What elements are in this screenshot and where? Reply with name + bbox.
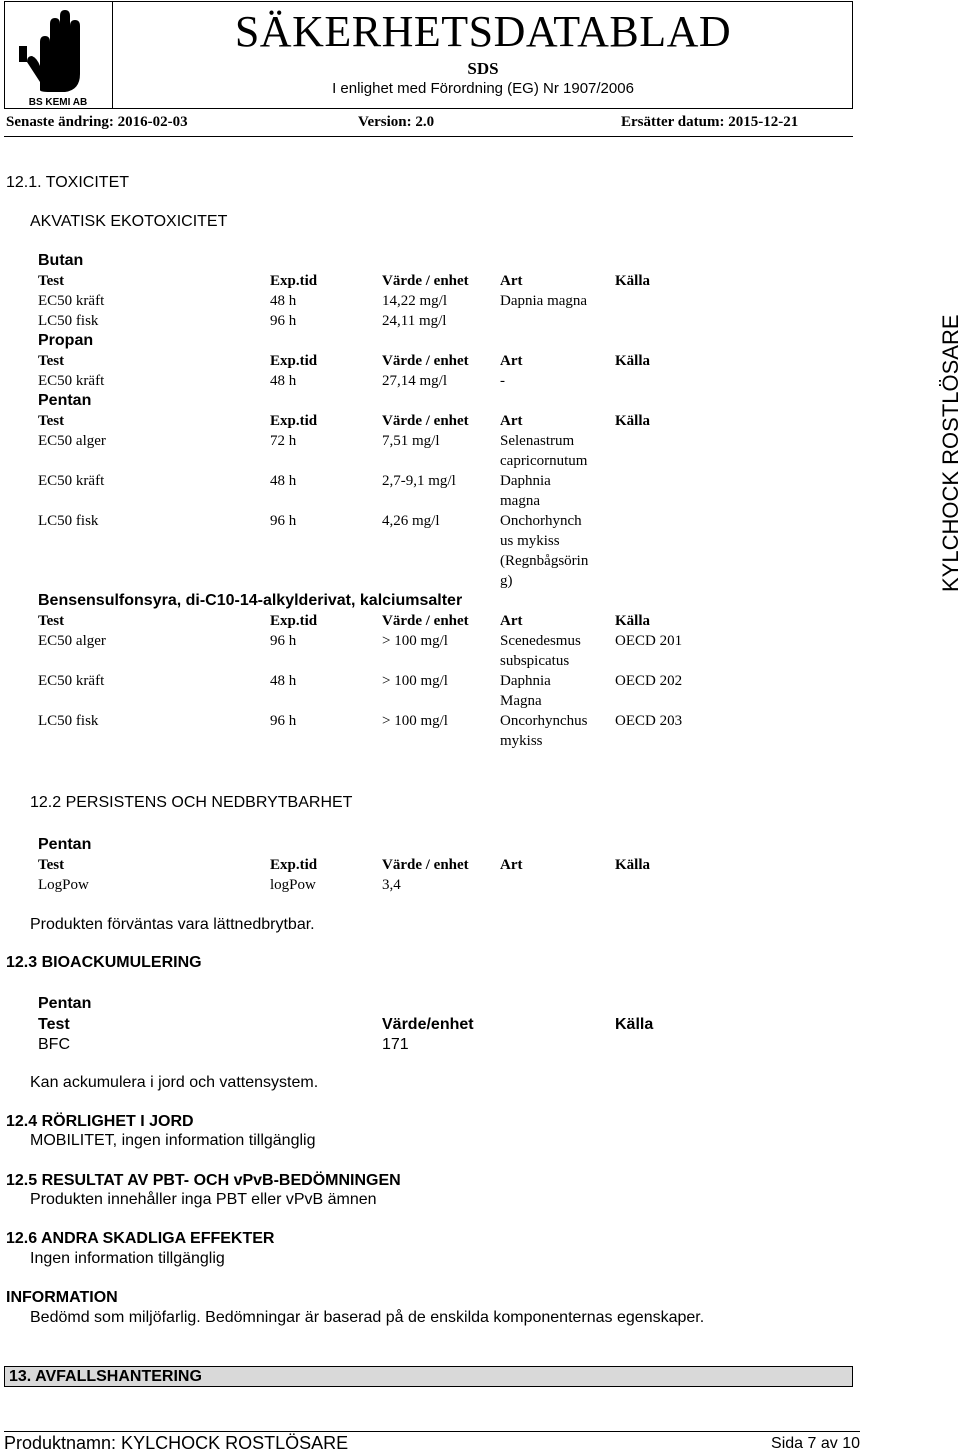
pbt-text: Produkten innehåller inga PBT eller vPvB ämnen — [30, 1191, 377, 1208]
mobility-text: MOBILITET, ingen information tillgänglig — [30, 1132, 316, 1149]
header-meta — [4, 112, 853, 137]
column-header-source: Källa — [615, 613, 651, 629]
cell-test: EC50 kräft — [38, 293, 105, 309]
cell-species: subspicatus — [500, 653, 570, 669]
persistence-col-art: Art — [500, 857, 523, 873]
cell-exptid: 48 h — [270, 373, 297, 389]
other-effects-text: Ingen information tillgänglig — [30, 1250, 225, 1267]
cell-value: > 100 mg/l — [382, 713, 448, 729]
substance-name: Pentan — [38, 392, 92, 409]
persistence-exptid: logPow — [270, 877, 316, 893]
cell-value: 7,51 mg/l — [382, 433, 440, 449]
cell-exptid: 48 h — [270, 673, 297, 689]
column-header-source: Källa — [615, 353, 651, 369]
cell-species: capricornutum — [500, 453, 588, 469]
logo-cell — [5, 2, 113, 108]
section-13-title: 13. AVFALLSHANTERING — [4, 1366, 853, 1387]
footer-divider — [4, 1431, 860, 1432]
persistence-col-test: Test — [38, 857, 65, 873]
information-title: INFORMATION — [6, 1289, 118, 1306]
column-header-species: Art — [500, 353, 523, 369]
section-12-2-title: 12.2 PERSISTENS OCH NEDBRYTBARHET — [30, 794, 353, 811]
cell-value: 2,7-9,1 mg/l — [382, 473, 456, 489]
column-header-species: Art — [500, 273, 523, 289]
column-header-species: Art — [500, 413, 523, 429]
cell-species: Onchorhynch — [500, 513, 582, 529]
bs-kemi-logo-icon — [5, 2, 111, 108]
persistence-test: LogPow — [38, 877, 89, 893]
column-header-exptid: Exp.tid — [270, 353, 318, 369]
cell-value: 27,14 mg/l — [382, 373, 448, 389]
last-changed: Senaste ändring: 2016-02-03 — [6, 114, 188, 130]
column-header-exptid: Exp.tid — [270, 413, 318, 429]
section-12-4-title: 12.4 RÖRLIGHET I JORD — [6, 1113, 194, 1130]
column-header-value: Värde / enhet — [382, 413, 469, 429]
cell-species: magna — [500, 493, 540, 509]
column-header-test: Test — [38, 613, 65, 629]
column-header-test: Test — [38, 353, 65, 369]
cell-species: Dapnia magna — [500, 293, 588, 309]
cell-exptid: 48 h — [270, 473, 297, 489]
column-header-species: Art — [500, 613, 523, 629]
cell-test: EC50 kräft — [38, 673, 105, 689]
cell-species: (Regnbågsörin — [500, 553, 589, 569]
column-header-exptid: Exp.tid — [270, 613, 318, 629]
persistence-col-source: Källa — [615, 857, 651, 873]
bioaccumulation-note: Kan ackumulera i jord och vattensystem. — [30, 1074, 319, 1091]
cell-test: EC50 alger — [38, 433, 106, 449]
cell-species: Magna — [500, 693, 542, 709]
persistence-col-exptid: Exp.tid — [270, 857, 318, 873]
cell-species: Selenastrum — [500, 433, 575, 449]
version: Version: 2.0 — [358, 114, 435, 130]
cell-test: EC50 alger — [38, 633, 106, 649]
column-header-test: Test — [38, 413, 65, 429]
column-header-value: Värde / enhet — [382, 273, 469, 289]
footer-product-name: Produktnamn: KYLCHOCK ROSTLÖSARE — [4, 1433, 349, 1453]
cell-exptid: 96 h — [270, 313, 297, 329]
cell-species: Oncorhynchus — [500, 713, 588, 729]
cell-exptid: 96 h — [270, 513, 297, 529]
bioaccumulation-substance: Pentan — [38, 995, 92, 1012]
section-12-3-title: 12.3 BIOACKUMULERING — [6, 954, 202, 971]
document-header — [4, 1, 853, 109]
column-header-value: Värde / enhet — [382, 613, 469, 629]
bio-col-value: Värde/enhet — [382, 1016, 474, 1033]
cell-species: - — [500, 373, 505, 389]
cell-value: 14,22 mg/l — [382, 293, 448, 309]
substance-name: Propan — [38, 332, 94, 349]
cell-source: OECD 201 — [615, 633, 683, 649]
cell-test: EC50 kräft — [38, 473, 105, 489]
bio-col-test: Test — [38, 1016, 70, 1033]
cell-exptid: 96 h — [270, 633, 297, 649]
cell-value: 4,26 mg/l — [382, 513, 440, 529]
replaces-date: Ersätter datum: 2015-12-21 — [621, 114, 799, 130]
cell-value: 24,11 mg/l — [382, 313, 447, 329]
column-header-value: Värde / enhet — [382, 353, 469, 369]
document-title: SÄKERHETSDATABLAD — [234, 7, 732, 56]
cell-species: Daphnia — [500, 673, 551, 689]
substance-name: Butan — [38, 252, 84, 269]
cell-test: LC50 fisk — [38, 313, 99, 329]
persistence-value: 3,4 — [382, 877, 401, 893]
cell-exptid: 72 h — [270, 433, 297, 449]
cell-test: LC50 fisk — [38, 713, 99, 729]
information-text: Bedömd som miljöfarlig. Bedömningar är baserad på de enskilda komponenternas egenskaper. — [30, 1309, 705, 1326]
cell-exptid: 48 h — [270, 293, 297, 309]
cell-species: g) — [500, 573, 513, 589]
cell-species: mykiss — [500, 733, 543, 749]
bio-col-source: Källa — [615, 1016, 654, 1033]
section-12-5-title: 12.5 RESULTAT AV PBT- OCH vPvB-BEDÖMNINGEN — [6, 1172, 401, 1189]
substance-name: Bensensulfonsyra, di-C10-14-alkylderivat, kalciumsalter — [38, 592, 463, 609]
cell-source: OECD 203 — [615, 713, 683, 729]
persistence-col-value: Värde / enhet — [382, 857, 469, 873]
column-header-source: Källa — [615, 413, 651, 429]
section-12-1-title: 12.1. TOXICITET — [6, 174, 130, 191]
section-12-6-title: 12.6 ANDRA SKADLIGA EFFEKTER — [6, 1230, 275, 1247]
document-subtitle: SDS — [467, 59, 499, 78]
cell-value: > 100 mg/l — [382, 673, 448, 689]
side-product-label: KYLCHOCK ROSTLÖSARE — [938, 314, 963, 592]
column-header-source: Källa — [615, 273, 651, 289]
aquatic-ecotoxicity-subtitle: AKVATISK EKOTOXICITET — [30, 213, 228, 230]
persistence-note: Produkten förväntas vara lättnedbrytbar. — [30, 916, 315, 933]
bio-value: 171 — [382, 1036, 409, 1053]
regulation-text: I enlighet med Förordning (EG) Nr 1907/2006 — [332, 80, 634, 97]
bio-test: BFC — [38, 1036, 70, 1053]
cell-value: > 100 mg/l — [382, 633, 448, 649]
cell-species: Scenedesmus — [500, 633, 581, 649]
logo-text: BS KEMI AB — [28, 97, 88, 108]
cell-test: EC50 kräft — [38, 373, 105, 389]
footer-page-number: Sida 7 av 10 — [771, 1435, 860, 1452]
column-header-exptid: Exp.tid — [270, 273, 318, 289]
cell-test: LC50 fisk — [38, 513, 99, 529]
cell-exptid: 96 h — [270, 713, 297, 729]
column-header-test: Test — [38, 273, 65, 289]
cell-source: OECD 202 — [615, 673, 683, 689]
cell-species: us mykiss — [500, 533, 560, 549]
cell-species: Daphnia — [500, 473, 551, 489]
persistence-substance: Pentan — [38, 836, 92, 853]
